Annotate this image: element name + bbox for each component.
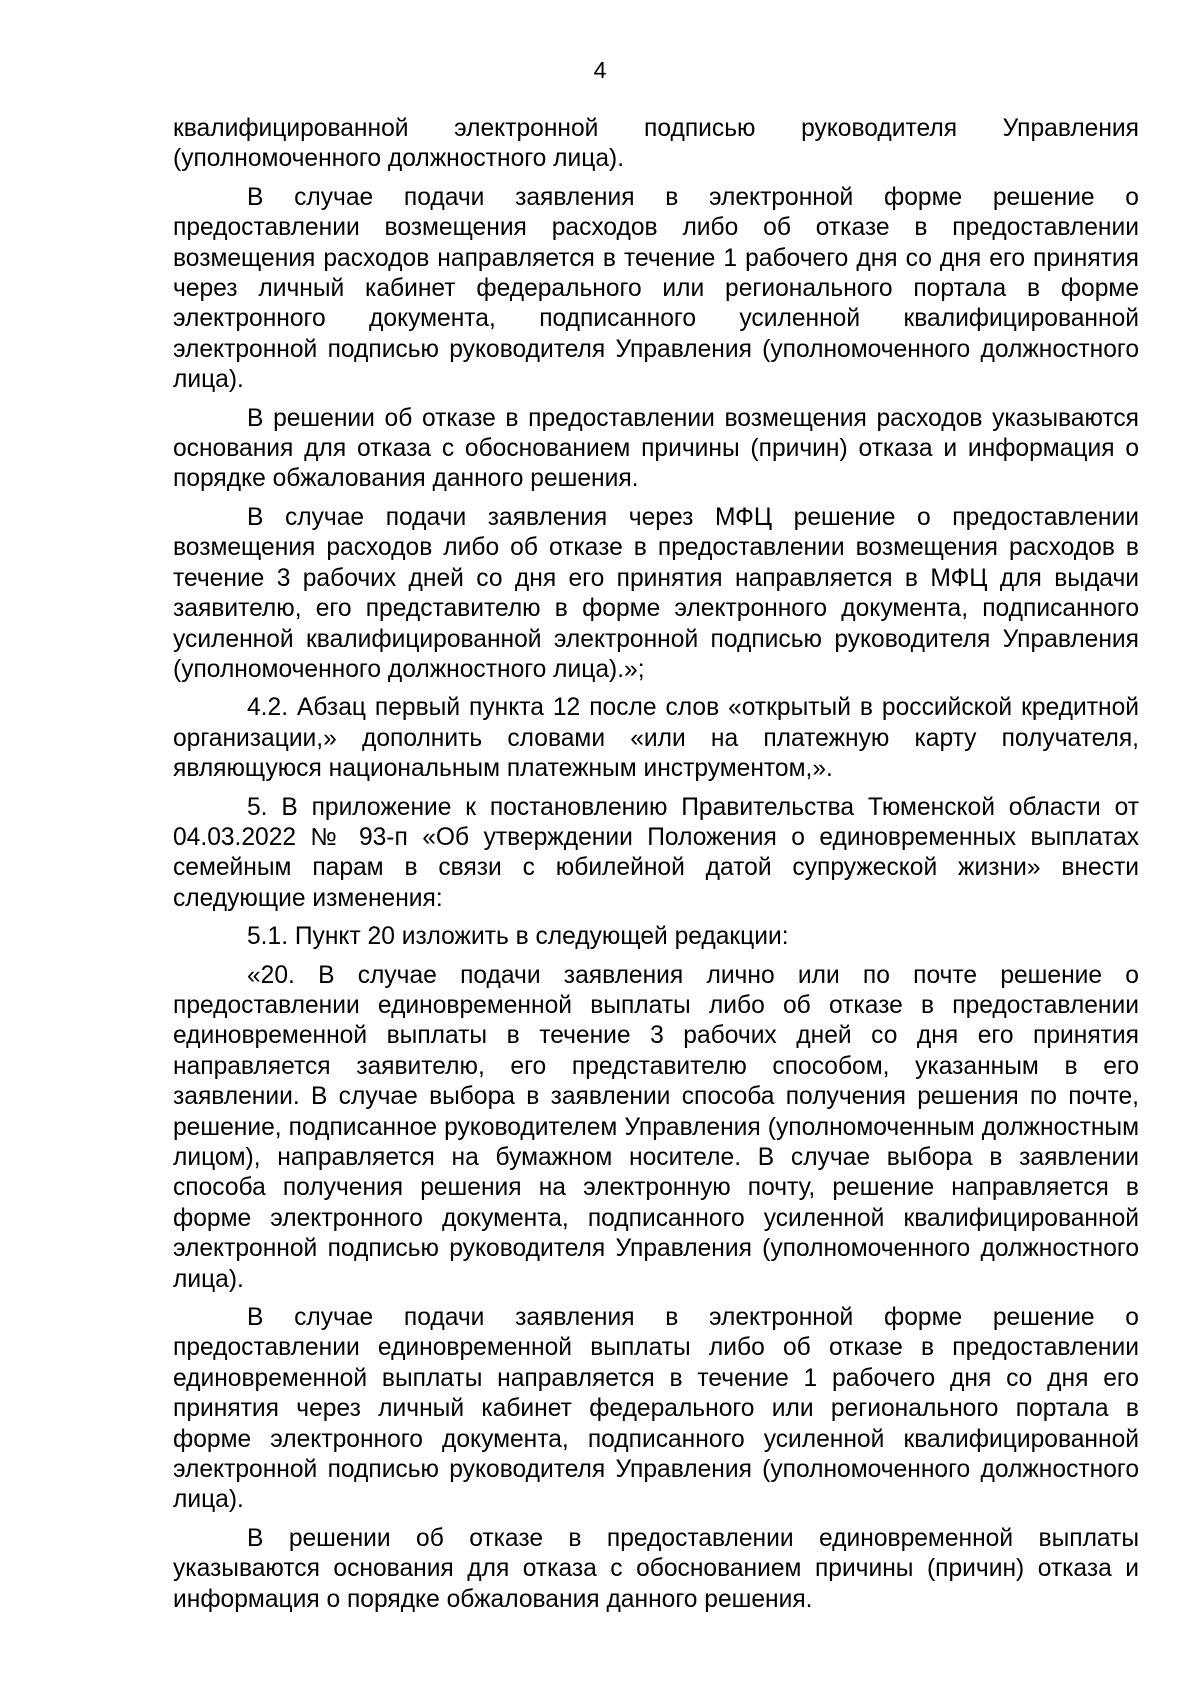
paragraph-item-5: 5. В приложение к постановлению Правительства Тюменской области от 04.03.2022 № 93-п «Об утверждении Положения о единовременных выплатах семейным парам в связи с юбилейной датой супружеской жизни» внести следующие изменения: xyxy=(173,793,1139,912)
paragraph-item-4-2: 4.2. Абзац первый пункта 12 после слов «открытый в российской кредитной организации,» дополнить словами «или на платежную карту получателя, являющуюся национальным платежным инструментом,». xyxy=(173,694,1139,783)
paragraph-electronic-form-reimbursement: В случае подачи заявления в электронной форме решение о предоставлении возмещения расходов либо об отказе в предоставлении возмещения расходов направляется в течение 1 рабочего дня со дня его принятия через личный кабинет федерального или регионального портала в форме электронного документа, подписанного усиленной квалифицированной электронной подписью руководителя Управления (уполномоченного должностного лица). xyxy=(173,183,1139,394)
document-body xyxy=(173,114,1139,1623)
paragraph-refusal-reimbursement: В решении об отказе в предоставлении возмещения расходов указываются основания для отказа с обоснованием причины (причин) отказа и информация о порядке обжалования данного решения. xyxy=(173,404,1139,493)
paragraph-refusal-payment: В решении об отказе в предоставлении единовременной выплаты указываются основания для отказа с обоснованием причины (причин) отказа и информация о порядке обжалования данного решения. xyxy=(173,1524,1139,1613)
paragraph-electronic-form-payment: В случае подачи заявления в электронной форме решение о предоставлении единовременной выплаты либо об отказе в предоставлении единовременной выплаты направляется в течение 1 рабочего дня со дня его принятия через личный кабинет федерального или регионального портала в форме электронного документа, подписанного усиленной квалифицированной электронной подписью руководителя Управления (уполномоченного должностного лица). xyxy=(173,1304,1139,1514)
paragraph-mfc-reimbursement: В случае подачи заявления через МФЦ решение о предоставлении возмещения расходов либо об отказе в предоставлении возмещения расходов в течение 3 рабочих дней со дня его принятия направляется в МФЦ для выдачи заявителю, его представителю в форме электронного документа, подписанного усиленной квалифицированной электронной подписью руководителя Управления (уполномоченного должностного лица).»; xyxy=(173,503,1139,683)
paragraph-item-20-personal-mail: «20. В случае подачи заявления лично или по почте решение о предоставлении единовременной выплаты либо об отказе в предоставлении единовременной выплаты в течение 3 рабочих дней со дня его принятия направляется заявителю, его представителю способом, указанным в его заявлении. В случае выбора в заявлении способа получения решения по почте, решение, подписанное руководителем Управления (уполномоченным должностным лицом), направляется на бумажном носителе. В случае выбора в заявлении способа получения решения на электронную почту, решение направляется в форме электронного документа, подписанного усиленной квалифицированной электронной подписью руководителя Управления (уполномоченного должностного лица). xyxy=(173,961,1139,1293)
paragraph-continuation: квалифицированной электронной подписью руководителя Управления (уполномоченного должностного лица). xyxy=(173,115,1139,173)
paragraph-item-5-1: 5.1. Пункт 20 изложить в следующей редакции: xyxy=(247,923,789,951)
page-number: 4 xyxy=(593,57,607,83)
